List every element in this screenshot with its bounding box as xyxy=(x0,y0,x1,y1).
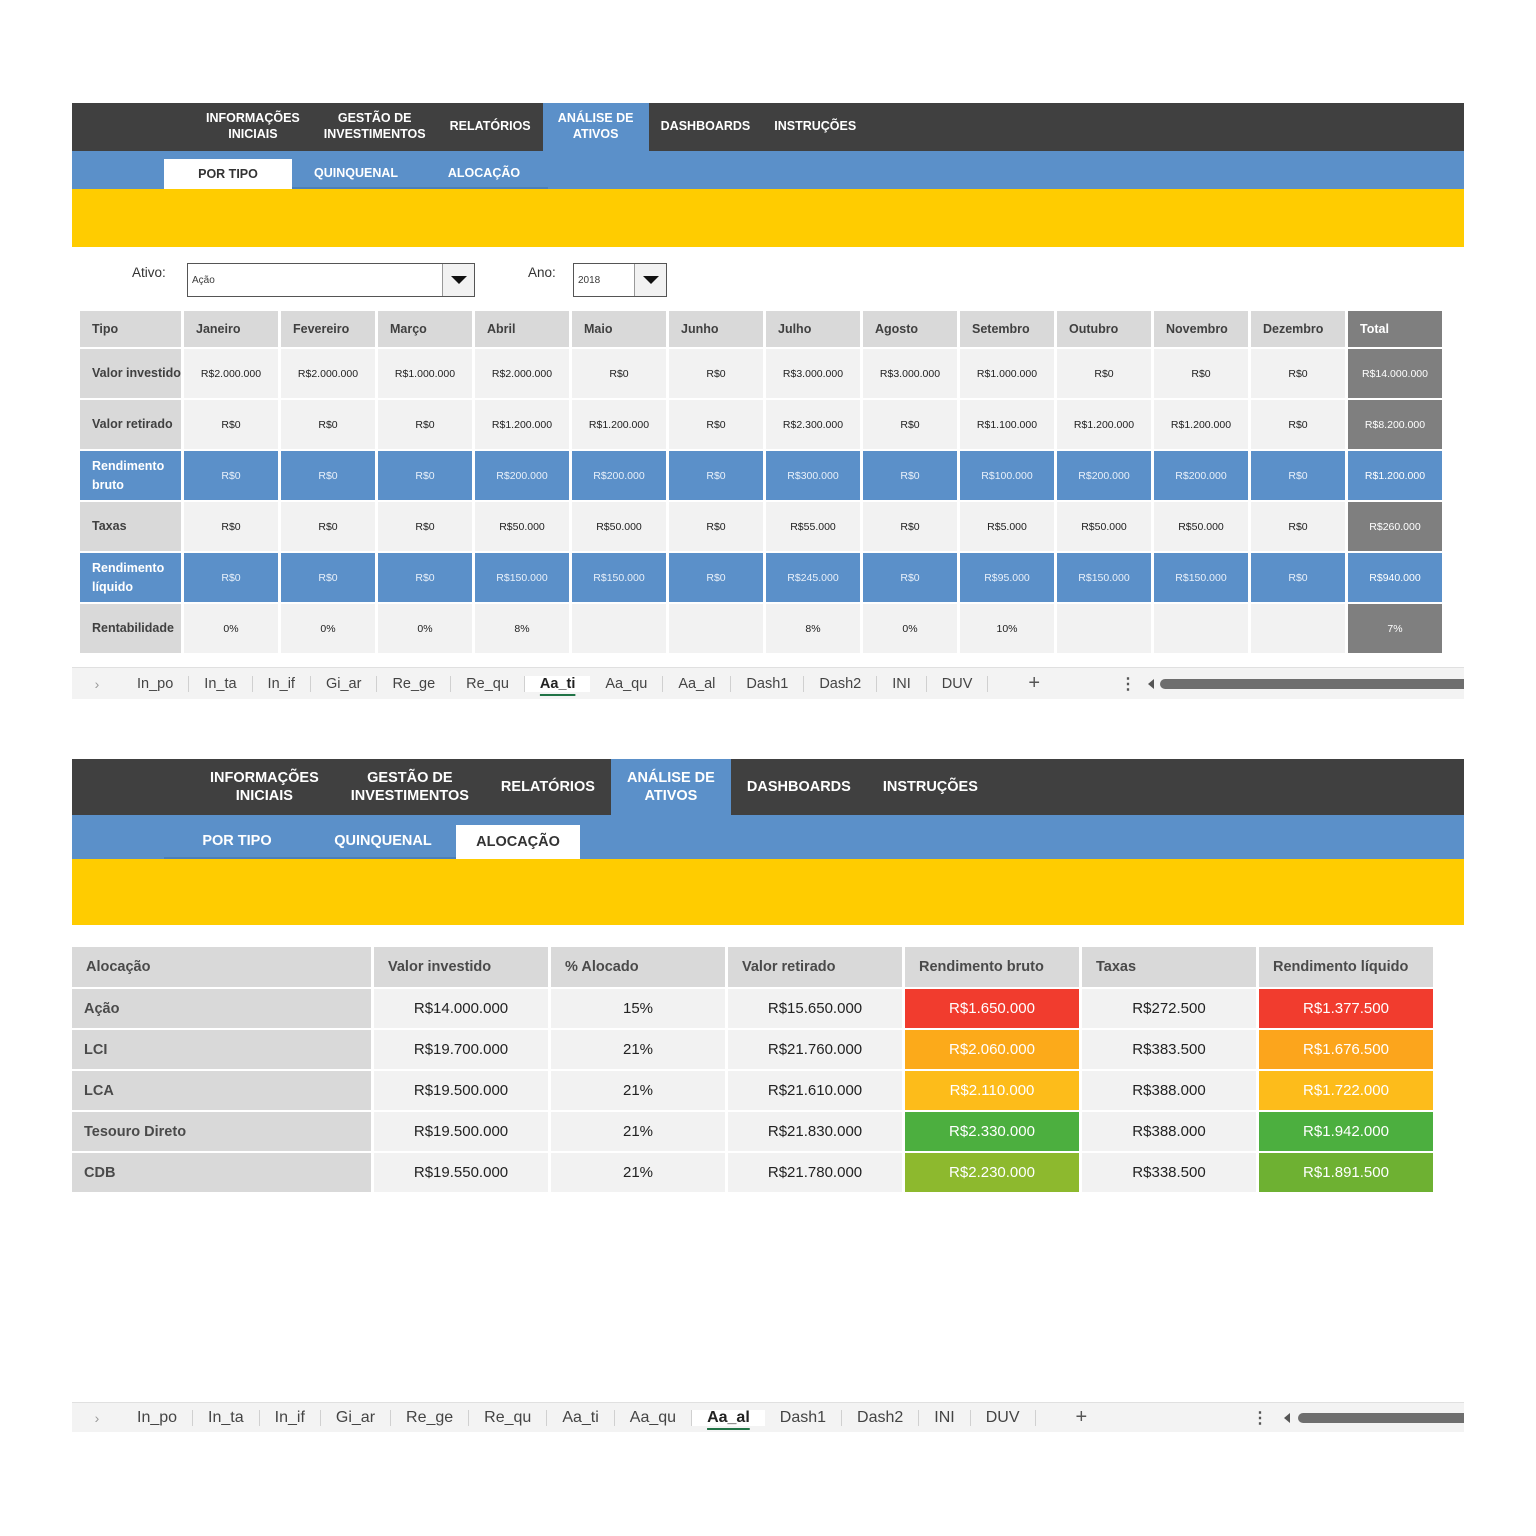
column-header: Rendimento bruto xyxy=(905,947,1082,989)
alocado-cell[interactable]: 21% xyxy=(551,1112,728,1153)
sheet-tab[interactable]: In_po xyxy=(122,1410,193,1426)
sheet-tab[interactable]: Re_ge xyxy=(391,1410,469,1426)
table-cell[interactable]: R$245.000 xyxy=(766,553,863,604)
ano-label: Ano: xyxy=(528,265,556,280)
table-cell[interactable]: R$1.100.000 xyxy=(960,400,1057,451)
valor-investido-cell[interactable]: R$19.500.000 xyxy=(374,1112,551,1153)
column-header: Maio xyxy=(572,311,669,349)
rendimento-liquido-cell[interactable]: R$1.377.500 xyxy=(1259,989,1436,1030)
table-row xyxy=(80,400,1445,451)
subtab-alocacao[interactable]: ALOCAÇÃO xyxy=(420,159,548,189)
rendimento-liquido-cell[interactable]: R$1.891.500 xyxy=(1259,1153,1436,1194)
table-cell[interactable]: R$1.200.000 xyxy=(475,400,572,451)
row-label: Rentabilidade xyxy=(80,604,184,655)
valor-investido-cell[interactable]: R$19.700.000 xyxy=(374,1030,551,1071)
valor-retirado-cell[interactable]: R$21.760.000 xyxy=(728,1030,905,1071)
banner-bar xyxy=(72,859,1464,925)
ativo-label: Ativo: xyxy=(132,265,166,280)
panel-por-tipo xyxy=(72,103,1464,699)
nav-analise-ativos[interactable]: ANÁLISE DE ATIVOS xyxy=(543,103,649,151)
top-nav xyxy=(72,103,1464,151)
rendimento-liquido-cell[interactable]: R$1.942.000 xyxy=(1259,1112,1436,1153)
nav-relatorios[interactable]: RELATÓRIOS xyxy=(500,778,595,795)
sheet-tab[interactable]: DUV xyxy=(927,676,989,692)
table-cell[interactable]: R$0 xyxy=(863,400,960,451)
monthly-table xyxy=(80,311,1445,655)
table-row xyxy=(72,1112,1436,1153)
valor-retirado-cell[interactable]: R$21.830.000 xyxy=(728,1112,905,1153)
table-row xyxy=(72,1030,1436,1071)
column-header: Dezembro xyxy=(1251,311,1348,349)
column-header: Junho xyxy=(669,311,766,349)
table-cell[interactable]: R$0 xyxy=(669,400,766,451)
table-cell[interactable]: R$1.200.000 xyxy=(1154,400,1251,451)
ativo-value: Ação xyxy=(192,274,215,286)
column-header: Tipo xyxy=(80,311,184,349)
sheet-tab[interactable]: Re_qu xyxy=(451,676,525,692)
sheet-tabs xyxy=(72,667,1464,699)
ano-value: 2018 xyxy=(578,274,601,286)
table-cell[interactable]: R$2.000.000 xyxy=(281,349,378,400)
rendimento-bruto-cell[interactable]: R$1.650.000 xyxy=(905,989,1082,1030)
chevron-right-icon[interactable]: › xyxy=(94,675,100,692)
table-cell[interactable]: R$0 xyxy=(863,451,960,502)
table-cell[interactable]: R$300.000 xyxy=(766,451,863,502)
row-label: Tesouro Direto xyxy=(72,1112,374,1153)
table-cell[interactable]: R$200.000 xyxy=(475,451,572,502)
more-vertical-icon[interactable]: ⋮ xyxy=(1252,1409,1268,1427)
nav-gestao-investimentos[interactable]: GESTÃO DE INVESTIMENTOS xyxy=(350,769,469,804)
table-cell[interactable]: R$150.000 xyxy=(1154,553,1251,604)
sheet-tab[interactable]: Aa_qu xyxy=(615,1410,692,1426)
table-cell[interactable]: R$1.200.000 xyxy=(572,400,669,451)
rendimento-liquido-cell[interactable]: R$1.676.500 xyxy=(1259,1030,1436,1071)
sheet-tab[interactable]: In_po xyxy=(122,676,189,692)
rendimento-liquido-cell[interactable]: R$1.722.000 xyxy=(1259,1071,1436,1112)
sheet-tab[interactable]: Dash1 xyxy=(765,1410,842,1426)
sheet-tab[interactable]: In_ta xyxy=(189,676,252,692)
table-cell[interactable]: R$0 xyxy=(378,400,475,451)
sheet-tab[interactable]: Aa_al xyxy=(692,1410,765,1426)
valor-investido-cell[interactable]: R$19.500.000 xyxy=(374,1071,551,1112)
table-cell[interactable]: R$0 xyxy=(863,502,960,553)
table-row xyxy=(72,1153,1436,1194)
column-header: Setembro xyxy=(960,311,1057,349)
taxas-cell[interactable]: R$388.000 xyxy=(1082,1112,1259,1153)
rendimento-bruto-cell[interactable]: R$2.060.000 xyxy=(905,1030,1082,1071)
table-cell[interactable]: R$200.000 xyxy=(572,451,669,502)
row-label: Taxas xyxy=(80,502,184,553)
table-cell[interactable]: R$3.000.000 xyxy=(863,349,960,400)
allocation-table xyxy=(72,947,1436,1194)
table-cell[interactable]: 8% xyxy=(766,604,863,655)
table-cell[interactable]: R$1.000.000 xyxy=(378,349,475,400)
table-cell[interactable]: R$0 xyxy=(281,502,378,553)
table-cell[interactable] xyxy=(1057,604,1154,655)
taxas-cell[interactable]: R$388.000 xyxy=(1082,1071,1259,1112)
subtab-por-tipo[interactable]: POR TIPO xyxy=(164,825,310,859)
table-cell[interactable]: R$0 xyxy=(378,553,475,604)
horizontal-scrollbar[interactable] xyxy=(1160,679,1464,689)
subtab-quinquenal[interactable]: QUINQUENAL xyxy=(310,825,456,859)
table-cell[interactable]: R$1.200.000 xyxy=(1057,400,1154,451)
total-cell[interactable]: 7% xyxy=(1348,604,1445,655)
table-row xyxy=(80,553,1445,604)
sheet-tab[interactable]: Re_ge xyxy=(377,676,451,692)
table-cell[interactable]: R$0 xyxy=(1251,349,1348,400)
table-cell[interactable]: R$2.000.000 xyxy=(184,349,281,400)
taxas-cell[interactable]: R$338.500 xyxy=(1082,1153,1259,1194)
table-cell[interactable]: R$0 xyxy=(184,400,281,451)
valor-retirado-cell[interactable]: R$15.650.000 xyxy=(728,989,905,1030)
more-vertical-icon[interactable]: ⋮ xyxy=(1120,675,1136,693)
column-header: Julho xyxy=(766,311,863,349)
row-label: Rendimento líquido xyxy=(80,553,184,604)
nav-informacoes-iniciais[interactable]: INFORMAÇÕES INICIAIS xyxy=(206,111,300,141)
nav-informacoes-iniciais[interactable]: INFORMAÇÕES INICIAIS xyxy=(210,769,319,804)
rendimento-bruto-cell[interactable]: R$2.230.000 xyxy=(905,1153,1082,1194)
panel-alocacao xyxy=(72,759,1464,1428)
table-cell[interactable]: R$0 xyxy=(184,553,281,604)
row-label: Rendimento bruto xyxy=(80,451,184,502)
table-cell[interactable] xyxy=(572,604,669,655)
table-row xyxy=(72,1071,1436,1112)
sheet-tab[interactable]: Aa_ti xyxy=(525,676,590,692)
subtab-por-tipo[interactable]: POR TIPO xyxy=(164,159,292,189)
column-header: Agosto xyxy=(863,311,960,349)
ativo-select[interactable] xyxy=(187,263,475,297)
sheet-tab[interactable]: In_ta xyxy=(193,1410,260,1426)
row-label: Valor retirado xyxy=(80,400,184,451)
table-cell[interactable]: R$0 xyxy=(1251,502,1348,553)
column-header: Novembro xyxy=(1154,311,1251,349)
column-header: Taxas xyxy=(1082,947,1259,989)
table-cell[interactable]: R$150.000 xyxy=(572,553,669,604)
sheet-tabs xyxy=(72,1402,1464,1432)
nav-dashboards[interactable]: DASHBOARDS xyxy=(746,778,851,795)
row-label: Valor investido xyxy=(80,349,184,400)
table-cell[interactable]: R$100.000 xyxy=(960,451,1057,502)
alocado-cell[interactable]: 21% xyxy=(551,1153,728,1194)
plus-icon[interactable]: + xyxy=(1028,672,1041,694)
sheet-tab[interactable]: Aa_qu xyxy=(590,676,663,692)
table-cell[interactable]: R$50.000 xyxy=(572,502,669,553)
nav-analise-ativos[interactable]: ANÁLISE DE ATIVOS xyxy=(611,759,731,815)
column-header: Total xyxy=(1348,311,1445,349)
banner-bar xyxy=(72,189,1464,247)
chevron-right-icon[interactable]: › xyxy=(94,1409,100,1426)
column-header: Fevereiro xyxy=(281,311,378,349)
sheet-tab[interactable]: INI xyxy=(877,676,927,692)
total-cell[interactable]: R$940.000 xyxy=(1348,553,1445,604)
table-cell[interactable]: R$0 xyxy=(378,502,475,553)
plus-icon[interactable]: + xyxy=(1075,1406,1088,1428)
sheet-tab[interactable]: DUV xyxy=(971,1410,1036,1426)
sheet-tab[interactable]: Aa_ti xyxy=(547,1410,614,1426)
table-cell[interactable]: R$200.000 xyxy=(1057,451,1154,502)
nav-dashboards[interactable]: DASHBOARDS xyxy=(660,119,751,134)
table-row xyxy=(80,349,1445,400)
table-cell[interactable]: R$0 xyxy=(1251,451,1348,502)
column-header: Valor retirado xyxy=(728,947,905,989)
table-cell[interactable]: R$0 xyxy=(1251,553,1348,604)
table-cell[interactable]: 8% xyxy=(475,604,572,655)
table-cell[interactable]: R$3.000.000 xyxy=(766,349,863,400)
total-cell[interactable]: R$1.200.000 xyxy=(1348,451,1445,502)
table-cell[interactable]: R$0 xyxy=(669,553,766,604)
alocado-cell[interactable]: 21% xyxy=(551,1030,728,1071)
column-header: Janeiro xyxy=(184,311,281,349)
table-cell[interactable]: R$0 xyxy=(281,451,378,502)
taxas-cell[interactable]: R$272.500 xyxy=(1082,989,1259,1030)
table-cell[interactable]: R$50.000 xyxy=(475,502,572,553)
table-cell[interactable]: R$5.000 xyxy=(960,502,1057,553)
column-header: Rendimento líquido xyxy=(1259,947,1436,989)
row-label: CDB xyxy=(72,1153,374,1194)
table-cell[interactable] xyxy=(1251,604,1348,655)
dropdown-arrow-icon[interactable] xyxy=(634,264,666,296)
sheet-tab[interactable]: Re_qu xyxy=(469,1410,547,1426)
taxas-cell[interactable]: R$383.500 xyxy=(1082,1030,1259,1071)
sheet-tab[interactable]: Gi_ar xyxy=(321,1410,391,1426)
scroll-left-icon[interactable] xyxy=(1284,1413,1290,1423)
column-header: Outubro xyxy=(1057,311,1154,349)
total-cell[interactable]: R$8.200.000 xyxy=(1348,400,1445,451)
table-row xyxy=(80,451,1445,502)
table-cell[interactable]: R$0 xyxy=(1251,400,1348,451)
table-cell[interactable]: R$150.000 xyxy=(475,553,572,604)
rendimento-bruto-cell[interactable]: R$2.110.000 xyxy=(905,1071,1082,1112)
table-cell[interactable]: R$0 xyxy=(1057,349,1154,400)
nav-gestao-investimentos[interactable]: GESTÃO DE INVESTIMENTOS xyxy=(323,111,426,141)
table-cell[interactable]: R$0 xyxy=(184,502,281,553)
table-cell[interactable]: R$0 xyxy=(572,349,669,400)
scroll-left-icon[interactable] xyxy=(1148,679,1154,689)
column-header: Abril xyxy=(475,311,572,349)
table-cell[interactable]: R$0 xyxy=(378,451,475,502)
rendimento-bruto-cell[interactable]: R$2.330.000 xyxy=(905,1112,1082,1153)
valor-retirado-cell[interactable]: R$21.610.000 xyxy=(728,1071,905,1112)
sheet-tab[interactable]: In_if xyxy=(253,676,311,692)
sheet-tab[interactable]: Dash2 xyxy=(842,1410,919,1426)
sheet-tab[interactable]: INI xyxy=(919,1410,970,1426)
table-cell[interactable]: R$55.000 xyxy=(766,502,863,553)
table-cell[interactable]: R$0 xyxy=(863,553,960,604)
sheet-tab[interactable]: Aa_al xyxy=(663,676,731,692)
table-cell[interactable]: 0% xyxy=(184,604,281,655)
alocado-cell[interactable]: 21% xyxy=(551,1071,728,1112)
table-cell[interactable]: 0% xyxy=(281,604,378,655)
sheet-tab[interactable]: Gi_ar xyxy=(311,676,377,692)
row-label: LCI xyxy=(72,1030,374,1071)
row-label: Ação xyxy=(72,989,374,1030)
table-cell[interactable]: R$0 xyxy=(281,400,378,451)
table-cell[interactable] xyxy=(669,604,766,655)
top-nav xyxy=(72,759,1464,815)
sub-nav xyxy=(72,815,1464,859)
table-cell[interactable]: R$0 xyxy=(669,349,766,400)
table-cell[interactable]: R$0 xyxy=(184,451,281,502)
valor-retirado-cell[interactable]: R$21.780.000 xyxy=(728,1153,905,1194)
table-cell[interactable]: R$95.000 xyxy=(960,553,1057,604)
valor-investido-cell[interactable]: R$19.550.000 xyxy=(374,1153,551,1194)
column-header: Valor investido xyxy=(374,947,551,989)
subtab-quinquenal[interactable]: QUINQUENAL xyxy=(292,159,420,189)
table-cell[interactable]: R$0 xyxy=(669,502,766,553)
filter-row xyxy=(72,247,1464,311)
table-cell[interactable]: R$200.000 xyxy=(1154,451,1251,502)
table-cell[interactable]: R$0 xyxy=(669,451,766,502)
table-cell[interactable]: 0% xyxy=(378,604,475,655)
table-cell[interactable]: R$2.300.000 xyxy=(766,400,863,451)
table-row xyxy=(72,989,1436,1030)
nav-relatorios[interactable]: RELATÓRIOS xyxy=(449,119,531,134)
column-header: Alocação xyxy=(72,947,374,989)
nav-instrucoes[interactable]: INSTRUÇÕES xyxy=(882,778,978,795)
sheet-tab[interactable]: Dash2 xyxy=(804,676,877,692)
column-header: % Alocado xyxy=(551,947,728,989)
table-cell[interactable]: 0% xyxy=(863,604,960,655)
sheet-tab[interactable]: In_if xyxy=(260,1410,321,1426)
sheet-tab[interactable]: Dash1 xyxy=(731,676,804,692)
table-cell[interactable]: R$50.000 xyxy=(1154,502,1251,553)
table-cell[interactable]: R$2.000.000 xyxy=(475,349,572,400)
row-label: LCA xyxy=(72,1071,374,1112)
table-cell[interactable]: R$50.000 xyxy=(1057,502,1154,553)
table-cell[interactable]: 10% xyxy=(960,604,1057,655)
total-cell[interactable]: R$14.000.000 xyxy=(1348,349,1445,400)
ano-select[interactable] xyxy=(573,263,667,297)
sub-nav xyxy=(72,151,1464,189)
total-cell[interactable]: R$260.000 xyxy=(1348,502,1445,553)
column-header: Março xyxy=(378,311,475,349)
table-cell[interactable] xyxy=(1154,604,1251,655)
table-row xyxy=(80,604,1445,655)
nav-instrucoes[interactable]: INSTRUÇÕES xyxy=(774,119,857,134)
subtab-alocacao[interactable]: ALOCAÇÃO xyxy=(456,825,580,859)
table-cell[interactable]: R$0 xyxy=(281,553,378,604)
table-cell[interactable]: R$1.000.000 xyxy=(960,349,1057,400)
alocado-cell[interactable]: 15% xyxy=(551,989,728,1030)
dropdown-arrow-icon[interactable] xyxy=(442,264,474,296)
table-row xyxy=(80,502,1445,553)
table-cell[interactable]: R$150.000 xyxy=(1057,553,1154,604)
horizontal-scrollbar[interactable] xyxy=(1298,1413,1464,1423)
table-cell[interactable]: R$0 xyxy=(1154,349,1251,400)
valor-investido-cell[interactable]: R$14.000.000 xyxy=(374,989,551,1030)
